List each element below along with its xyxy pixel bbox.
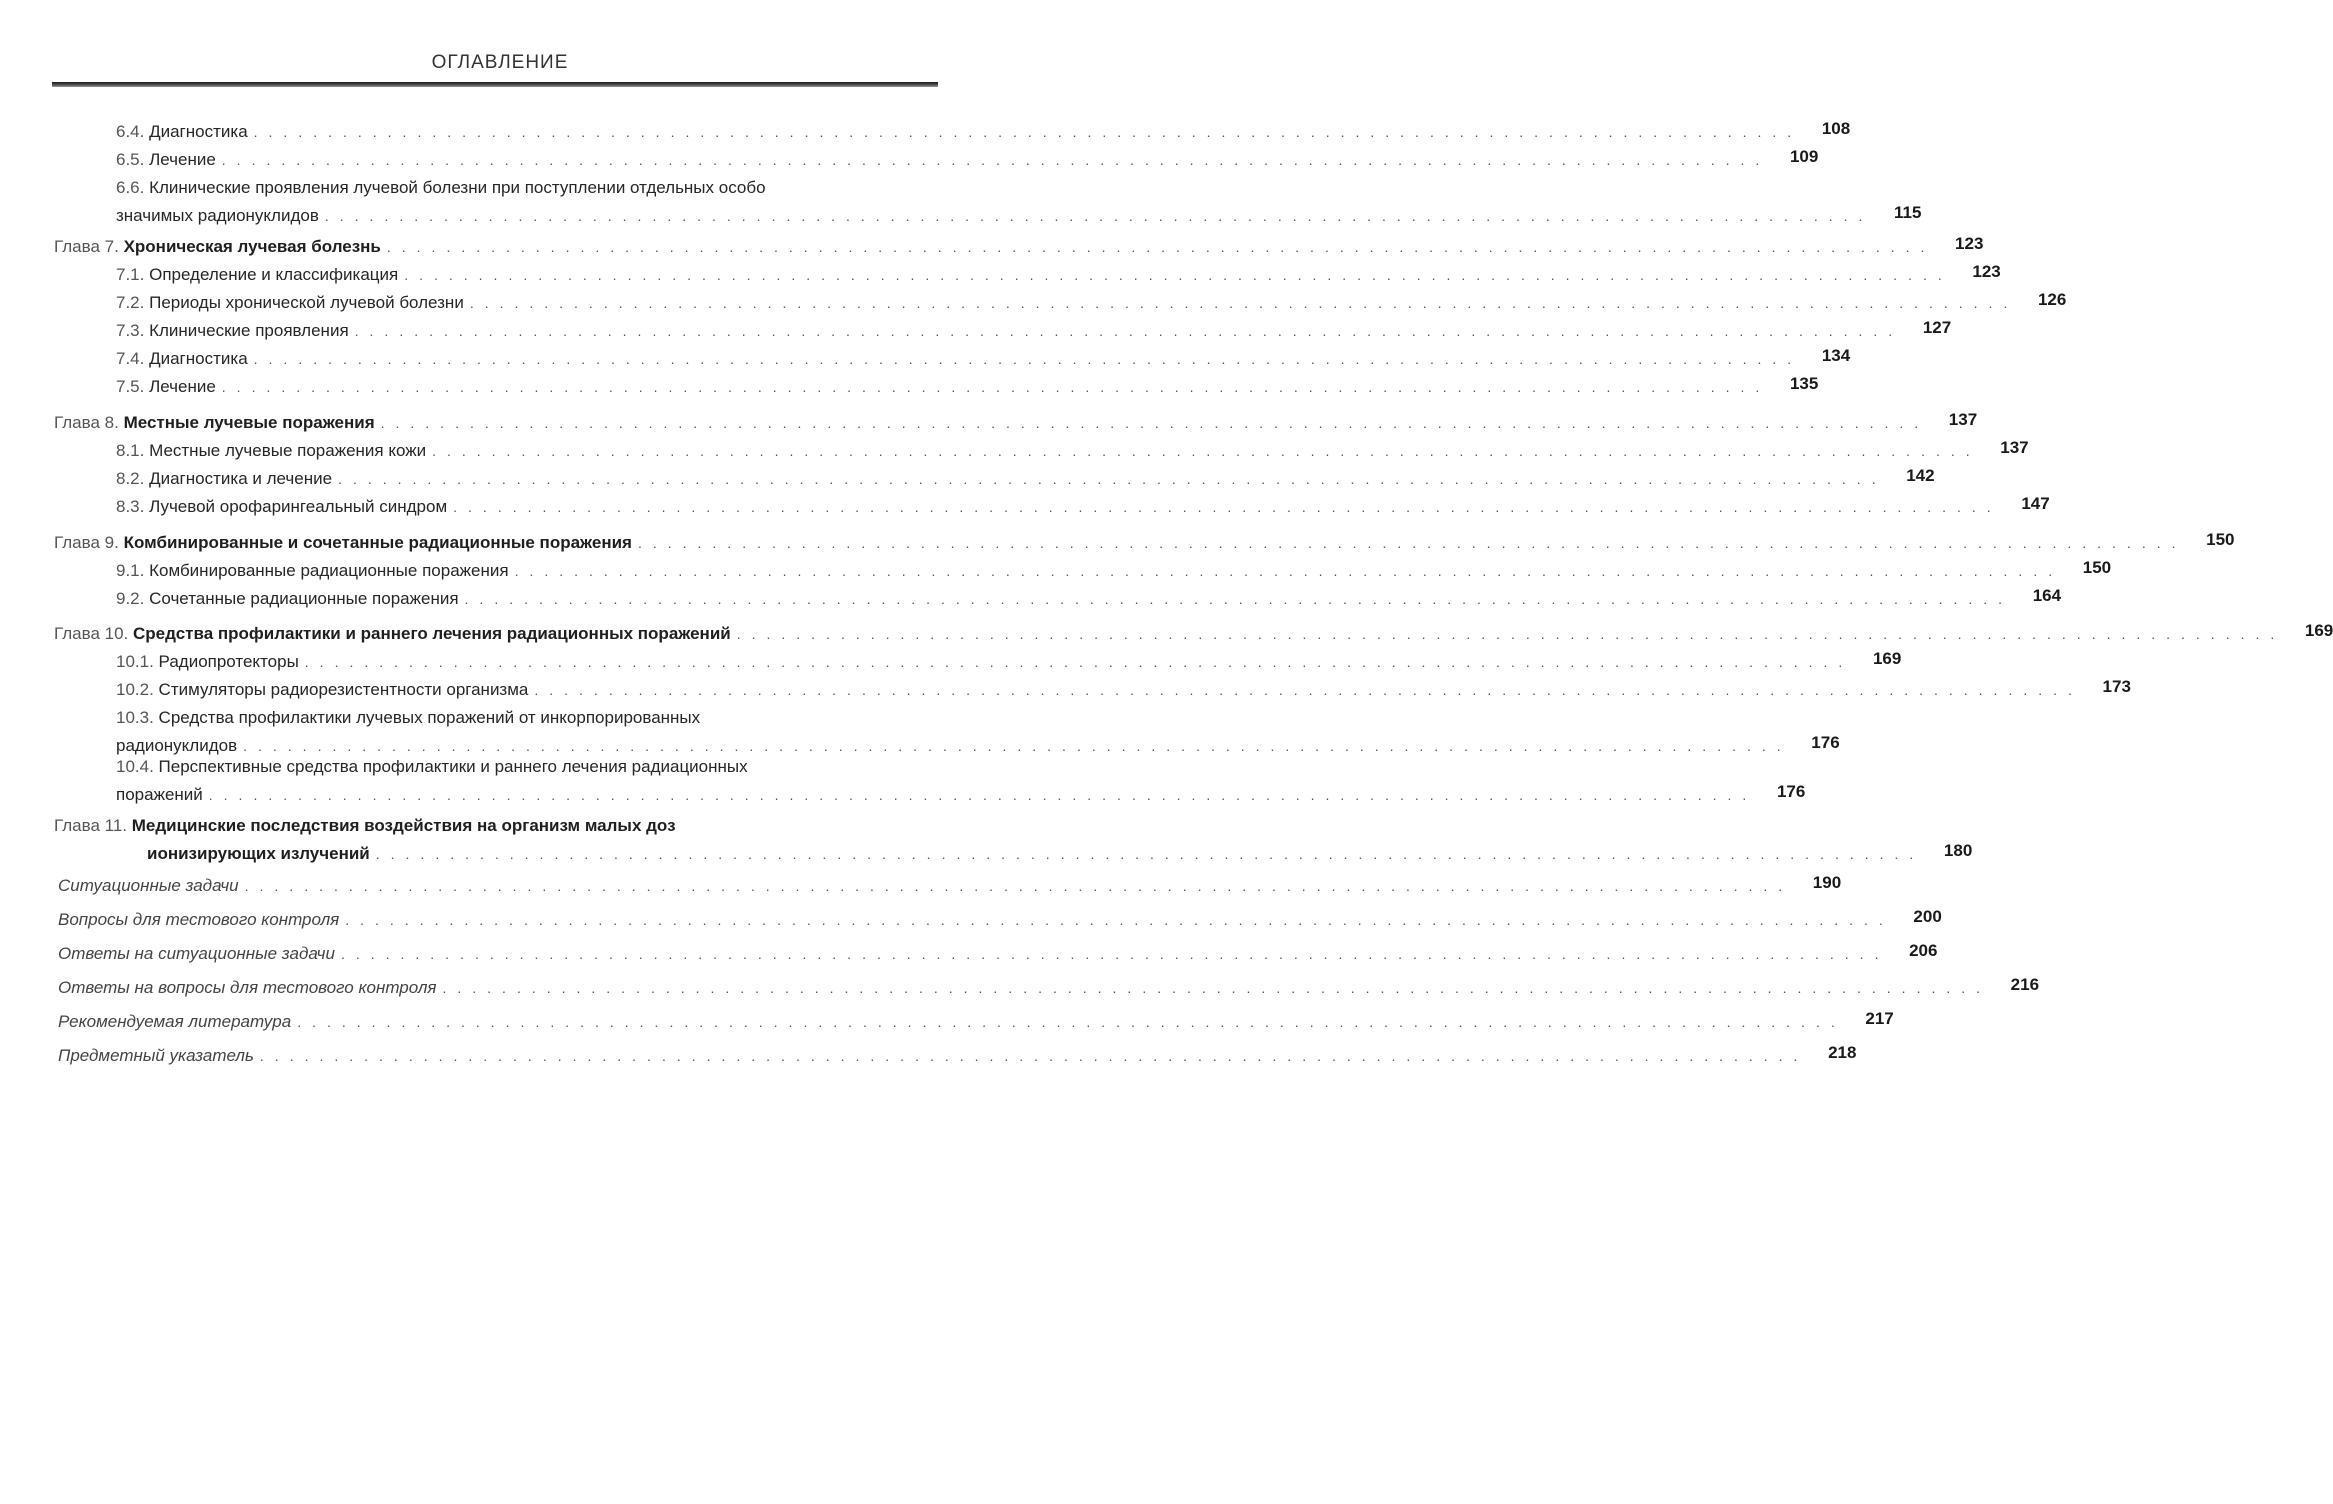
section-title: Лечение (149, 377, 216, 396)
section-number: 7.3. (116, 321, 145, 340)
leader-dots: ........................................................................................................ (304, 654, 1854, 670)
leader-dots: ........................................................................................................ (340, 946, 1890, 962)
page-number: 173 (2102, 677, 2131, 696)
section-title: Лечение (149, 150, 216, 169)
section-title: Радиопротекторы (158, 652, 299, 671)
toc-entry[interactable] (116, 648, 1902, 676)
leader-dots: ........................................................................................................ (253, 124, 1803, 140)
page-number: 176 (1811, 733, 1840, 752)
page-number: 206 (1909, 941, 1938, 960)
leader-dots: ........................................................................................................ (453, 499, 2002, 515)
toc-entry[interactable] (116, 317, 1952, 345)
section-number: 10.3. (116, 708, 154, 727)
leader-dots: ........................................................................................................ (297, 1014, 1846, 1030)
toc-entry[interactable] (116, 345, 1851, 373)
page-number: 150 (2206, 530, 2235, 549)
toc-chapter[interactable] (54, 529, 2235, 557)
toc-entry[interactable] (116, 289, 2067, 317)
section-title: Ответы на вопросы для тестового контроля (58, 978, 437, 997)
section-number: 7.1. (116, 265, 145, 284)
toc-entry[interactable] (116, 146, 1819, 174)
leader-dots: ........................................................................................................ (432, 443, 1981, 459)
section-number: 6.6. (116, 178, 145, 197)
leader-dots: ........................................................................................................ (253, 351, 1803, 367)
page-number: 200 (1913, 907, 1942, 926)
leader-dots: ........................................................................................................ (464, 591, 2014, 607)
section-title: Рекомендуемая литература (58, 1012, 292, 1031)
section-title-line2: значимых радионуклидов (116, 206, 319, 225)
section-title: Стимуляторы радиорезистентности организма (158, 680, 529, 699)
page-number: 123 (1972, 262, 2001, 281)
chapter-number: Глава 7. (54, 237, 119, 256)
leader-dots: ........................................................................................................ (386, 239, 1936, 255)
leader-dots: ........................................................................................................ (354, 323, 1904, 339)
section-title: Ответы на ситуационные задачи (58, 944, 335, 963)
section-number: 7.2. (116, 293, 145, 312)
section-number: 7.5. (116, 377, 145, 396)
section-title: Определение и классификация (149, 265, 399, 284)
section-title: Диагностика (149, 122, 248, 141)
leader-dots: ........................................................................................................ (324, 208, 1874, 224)
leader-dots: ........................................................................................................ (442, 980, 1992, 996)
leader-dots: ........................................................................................................ (259, 1048, 1809, 1064)
toc-entry[interactable] (116, 557, 2112, 585)
section-title: Вопросы для тестового контроля (58, 910, 340, 929)
section-title-line2: радионуклидов (116, 736, 238, 755)
toc-entry[interactable] (116, 704, 1840, 760)
toc-entry[interactable] (116, 753, 1806, 809)
toc-entry[interactable] (116, 174, 1922, 230)
toc-chapter[interactable] (54, 620, 2333, 648)
page-number: 217 (1865, 1009, 1894, 1028)
toc-chapter[interactable] (54, 233, 1984, 261)
page-number: 109 (1789, 147, 1819, 166)
page-number: 180 (1943, 841, 1973, 860)
toc-entry[interactable] (116, 373, 1819, 401)
section-title: Лучевой орофарингеальный синдром (149, 497, 448, 516)
chapter-number: Глава 9. (54, 533, 119, 552)
section-number: 6.4. (116, 122, 145, 141)
page-number: 137 (1948, 410, 1978, 429)
page-number: 108 (1821, 119, 1851, 138)
chapter-number: Глава 11. (54, 816, 128, 835)
toc-entry[interactable] (116, 465, 1935, 493)
section-number: 10.1. (116, 652, 154, 671)
toc-entry[interactable] (116, 437, 2029, 465)
section-title: Местные лучевые поражения кожи (149, 441, 427, 460)
leader-dots: ........................................................................................................ (736, 626, 2286, 642)
chapter-number: Глава 8. (54, 413, 119, 432)
section-number: 9.1. (116, 561, 145, 580)
page-number: 137 (2000, 438, 2029, 457)
toc-entry[interactable] (116, 585, 2062, 613)
section-title-line1: Клинические проявления лучевой болезни при поступлении отдельных особо (149, 178, 766, 197)
leader-dots: ........................................................................................................ (244, 878, 1794, 894)
page-number: 142 (1906, 466, 1935, 485)
chapter-title: Средства профилактики и раннего лечения радиационных поражений (133, 624, 731, 643)
chapter-number: Глава 10. (54, 624, 129, 643)
leader-dots: ........................................................................................................ (208, 787, 1758, 803)
section-title: Комбинированные радиационные поражения (149, 561, 509, 580)
page-number: 216 (2010, 975, 2040, 994)
toc-back-matter[interactable] (58, 940, 1938, 968)
toc-back-matter[interactable] (58, 1008, 1894, 1036)
page-number: 123 (1955, 234, 1984, 253)
page-number: 150 (2082, 558, 2112, 577)
leader-dots: ........................................................................................................ (345, 912, 1894, 928)
section-number: 6.5. (116, 150, 145, 169)
section-number: 8.2. (116, 469, 145, 488)
section-number: 8.1. (116, 441, 145, 460)
page-number: 164 (2032, 586, 2062, 605)
chapter-title-line2: ионизирующих излучений (147, 844, 370, 863)
section-title: Предметный указатель (58, 1046, 254, 1065)
leader-dots: ........................................................................................................ (221, 379, 1771, 395)
leader-dots: ........................................................................................................ (375, 846, 1925, 862)
page-title: ОГЛАВЛЕНИЕ (431, 52, 569, 73)
leader-dots: ........................................................................................................ (221, 152, 1771, 168)
toc-entry[interactable] (116, 493, 2050, 521)
page-number: 127 (1922, 318, 1952, 337)
chapter-title: Местные лучевые поражения (123, 413, 375, 432)
section-title-line1: Перспективные средства профилактики и раннего лечения радиационных (158, 757, 748, 776)
toc-entry[interactable] (116, 261, 2001, 289)
page-number: 190 (1812, 873, 1842, 892)
leader-dots: ........................................................................................................ (469, 295, 2019, 311)
leader-dots: ........................................................................................................ (338, 471, 1887, 487)
toc-back-matter[interactable] (58, 906, 1942, 934)
leader-dots: ........................................................................................................ (380, 415, 1930, 431)
section-number: 10.4. (116, 757, 154, 776)
page-number: 115 (1893, 203, 1922, 222)
section-title: Сочетанные радиационные поражения (149, 589, 459, 608)
section-title-line2: поражений (116, 785, 203, 804)
page-number: 218 (1828, 1043, 1857, 1062)
page-number: 147 (2021, 494, 2050, 513)
leader-dots: ........................................................................................................ (534, 682, 2083, 698)
chapter-title-line1: Медицинские последствия воздействия на организм малых доз (131, 816, 676, 835)
toc-entry[interactable] (116, 118, 1851, 146)
section-title: Диагностика и лечение (149, 469, 333, 488)
chapter-title: Хроническая лучевая болезнь (123, 237, 381, 256)
section-title: Клинические проявления (149, 321, 349, 340)
toc-chapter[interactable] (54, 812, 1973, 868)
section-number: 7.4. (116, 349, 145, 368)
toc-back-matter[interactable] (58, 974, 2040, 1002)
section-number: 8.3. (116, 497, 145, 516)
leader-dots: ........................................................................................................ (404, 267, 1953, 283)
page-number: 134 (1821, 346, 1851, 365)
section-number: 9.2. (116, 589, 145, 608)
chapter-title: Комбинированные и сочетанные радиационные поражения (123, 533, 632, 552)
toc-back-matter[interactable] (58, 1042, 1857, 1070)
leader-dots: ........................................................................................................ (514, 563, 2064, 579)
toc-entry[interactable] (116, 676, 2131, 704)
page-number: 135 (1789, 374, 1819, 393)
page-number: 169 (2304, 621, 2333, 640)
section-title: Диагностика (149, 349, 248, 368)
leader-dots: ........................................................................................................ (637, 535, 2187, 551)
toc-back-matter[interactable] (58, 872, 1842, 900)
page-number: 176 (1776, 782, 1806, 801)
leader-dots: ........................................................................................................ (243, 738, 1792, 754)
section-title-line1: Средства профилактики лучевых поражений от инкорпорированных (158, 708, 701, 727)
toc-chapter[interactable] (54, 409, 1978, 437)
section-title: Периоды хронической лучевой болезни (149, 293, 464, 312)
page-number: 169 (1872, 649, 1902, 668)
section-number: 10.2. (116, 680, 154, 699)
page-number: 126 (2037, 290, 2067, 309)
section-title: Ситуационные задачи (58, 876, 239, 895)
